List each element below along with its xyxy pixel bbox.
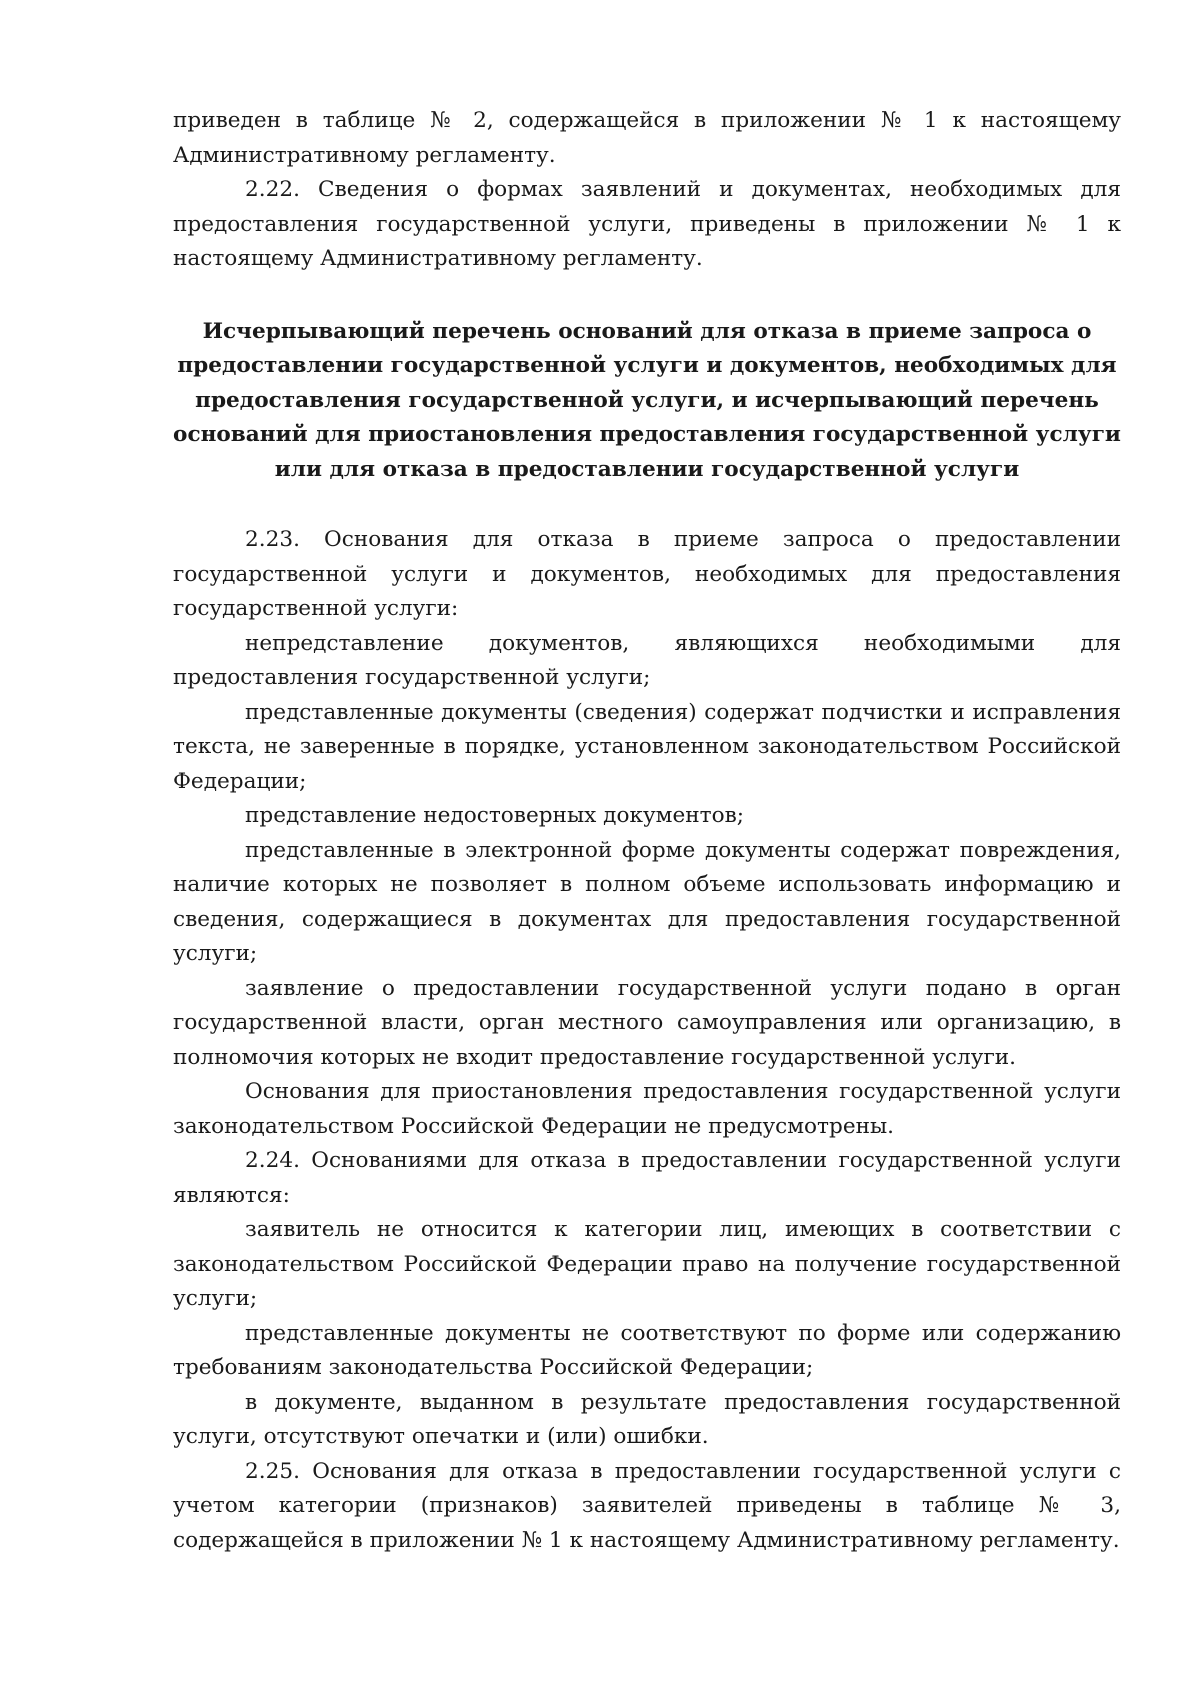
document-page <box>173 104 1121 1558</box>
paragraph-2-23: 2.23. Основания для отказа в приеме запроса о предоставлении государственной услуги и документов, необходимых для предоставления государственной услуги: <box>173 527 1121 621</box>
list-item-no-documents: непредставление документов, являющихся необходимыми для предоставления государственной услуги; <box>173 630 1121 690</box>
paragraph-continuation: приведен в таблице № 2, содержащейся в приложении № 1 к настоящему Административному регламенту. <box>173 108 1121 168</box>
paragraph-suspension-grounds: Основания для приостановления предоставления государственной услуги законодательством Российской Федерации не предусмотрены. <box>173 1079 1121 1139</box>
paragraph-2-22: 2.22. Сведения о формах заявлений и документах, необходимых для предоставления государственной услуги, приведены в приложении № 1 к настоящему Административному регламенту. <box>173 177 1121 271</box>
list-item-applicant-category: заявитель не относится к категории лиц, имеющих в соответствии с законодательством Российской Федерации право на получение государственной услуги; <box>173 1217 1121 1311</box>
list-item-damaged-electronic-documents: представленные в электронной форме документы содержат повреждения, наличие которых не позволяет в полном объеме использовать информацию и сведения, содержащиеся в документах для предоставления государственной услуги; <box>173 837 1121 966</box>
paragraph-2-25: 2.25. Основания для отказа в предоставлении государственной услуги с учетом категории (признаков) заявителей приведены в таблице № 3, содержащейся в приложении № 1 к настоящему Административному регламенту. <box>173 1458 1121 1553</box>
list-item-typos: в документе, выданном в результате предоставления государственной услуги, отсутствуют опечатки и (или) ошибки. <box>173 1389 1121 1449</box>
paragraph-2-24: 2.24. Основаниями для отказа в предоставлении государственной услуги являются: <box>173 1148 1121 1208</box>
list-item-nonconforming-documents: представленные документы не соответствуют по форме или содержанию требованиям законодательства Российской Федерации; <box>173 1320 1121 1380</box>
list-item-corrections: представленные документы (сведения) содержат подчистки и исправления текста, не заверенные в порядке, установленном законодательством Российской Федерации; <box>173 699 1121 794</box>
section-heading: Исчерпывающий перечень оснований для отказа в приеме запроса о предоставлении государственной услуги и документов, необходимых для предоставления государственной услуги, и исчерпывающий перечень оснований для приостановления предоставления государственной услуги или для отказа в предоставлении государственной услуги <box>173 318 1121 482</box>
list-item-unreliable-documents: представление недостоверных документов; <box>245 803 745 828</box>
list-item-wrong-authority: заявление о предоставлении государственной услуги подано в орган государственной власти, орган местного самоуправления или организацию, в полномочия которых не входит предоставление государственной услуги. <box>173 975 1121 1070</box>
